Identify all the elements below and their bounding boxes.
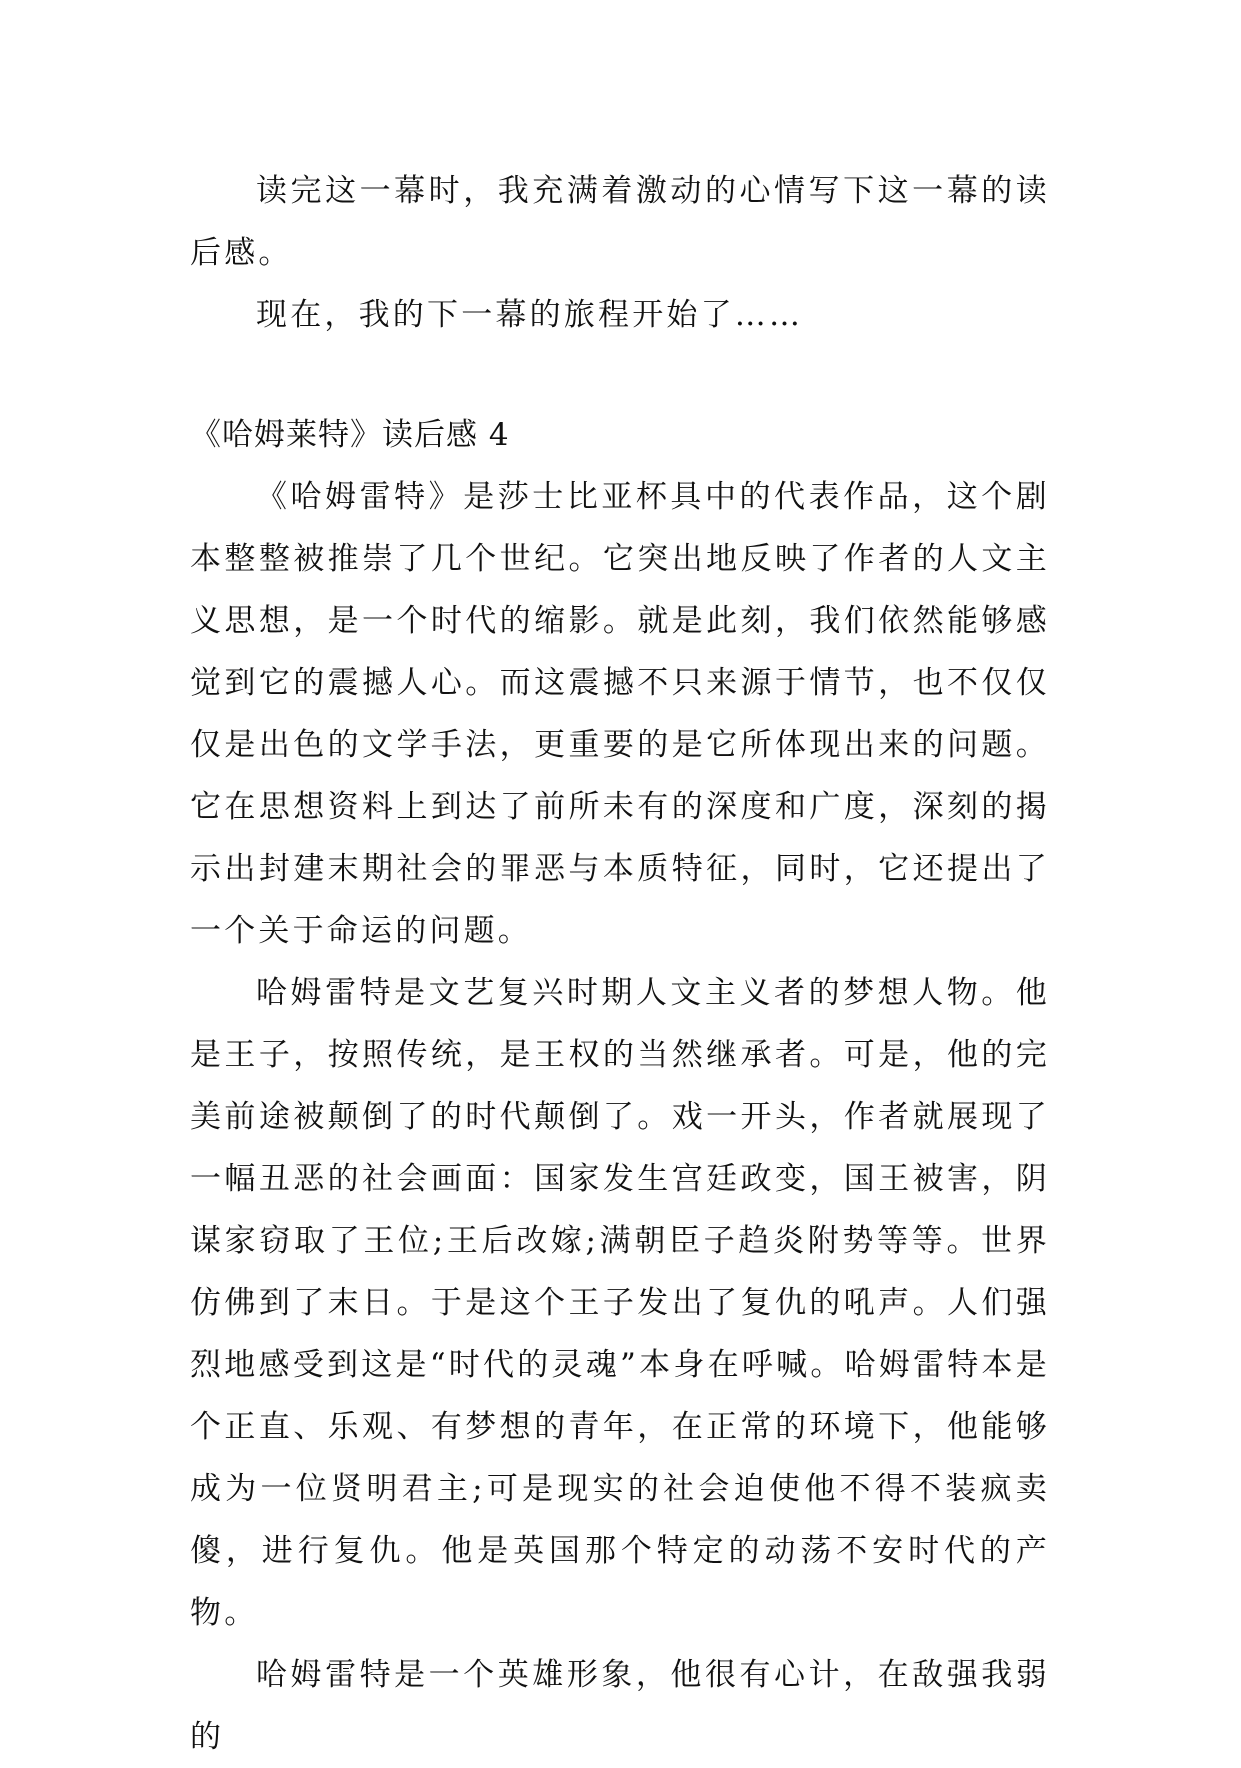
intro-paragraph-2: 现在，我的下一幕的旅程开始了…… (256, 297, 804, 333)
body-paragraph-1: 《哈姆雷特》是莎士比亚杯具中的代表作品，这个剧本整整被推崇了几个世纪。它突出地反映了作者的人文主义思想，是一个时代的缩影。就是此刻，我们依然能够感觉到它的震撼人心。而这震撼不只来源于情节，也不仅仅仅是出色的文学手法，更重要的是它所体现出来的问题。它在思想资料上到达了前所未有的深度和广度，深刻的揭示出封建末期社会的罪恶与本质特征，同时，它还提出了一个关于命运的问题。 (190, 479, 1050, 949)
body-paragraph-2: 哈姆雷特是文艺复兴时期人文主义者的梦想人物。他是王子，按照传统，是王权的当然继承者。可是，他的完美前途被颠倒了的时代颠倒了。戏一开头，作者就展现了一幅丑恶的社会画面：国家发生宫廷政变，国王被害，阴谋家窃取了王位;王后改嫁;满朝臣子趋炎附势等等。世界仿佛到了末日。于是这个王子发出了复仇的吼声。人们强烈地感受到这是“时代的灵魂”本身在呼喊。哈姆雷特本是个正直、乐观、有梦想的青年，在正常的环境下，他能够成为一位贤明君主;可是现实的社会迫使他不得不装疯卖傻，进行复仇。他是英国那个特定的动荡不安时代的产物。 (190, 975, 1050, 1631)
body-paragraph-3: 哈姆雷特是一个英雄形象，他很有心计，在敌强我弱的 (190, 1657, 1050, 1755)
document-content (190, 160, 1050, 1768)
section-spacer (190, 346, 1050, 404)
section-title: 《哈姆莱特》读后感 4 (190, 417, 510, 453)
intro-paragraph-1: 读完这一幕时，我充满着激动的心情写下这一幕的读后感。 (190, 173, 1050, 271)
